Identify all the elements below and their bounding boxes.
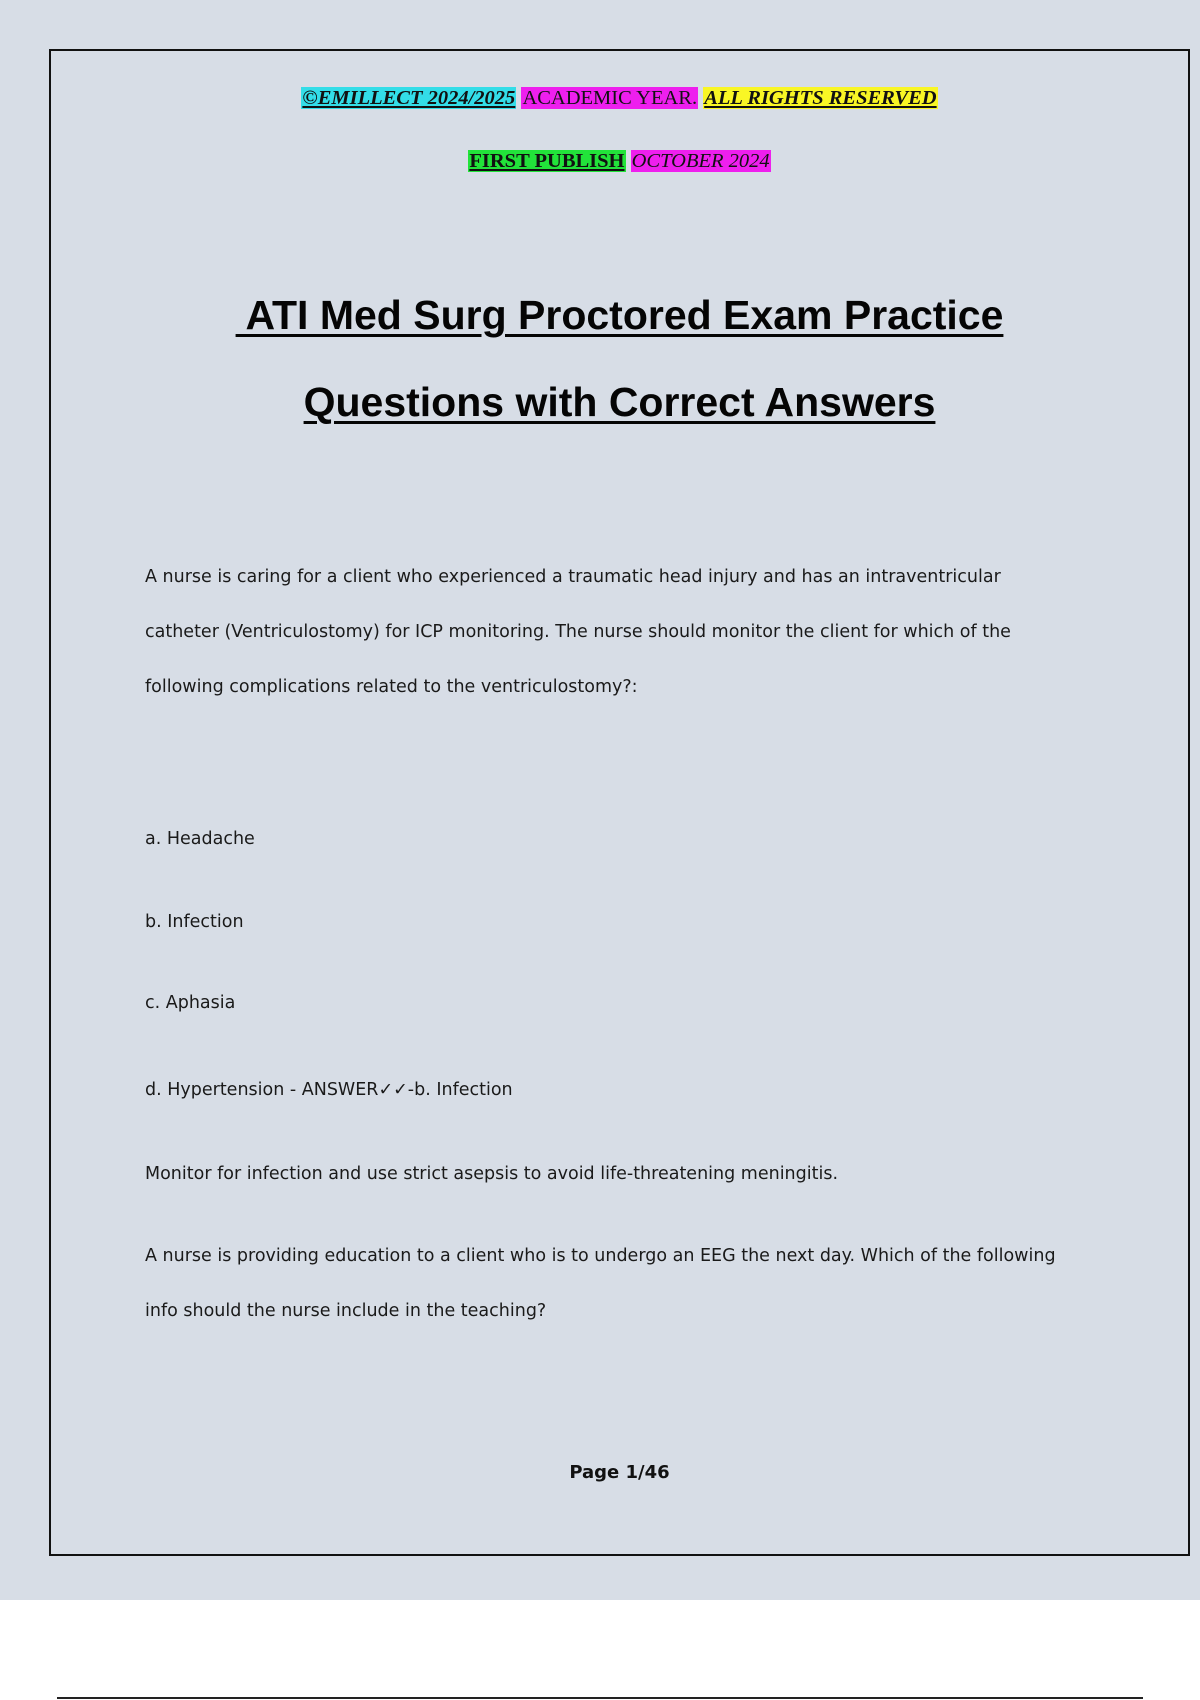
question-1-rationale: Monitor for infection and use strict asepsis to avoid life-threatening meningitis.: [145, 1164, 839, 1184]
publish-header: [49, 148, 1190, 174]
copyright-header: [49, 85, 1190, 111]
question-2-stem: A nurse is providing education to a client who is to undergo an EEG the next day. Which of the following info should the nurse include in the teaching?: [145, 1246, 1056, 1321]
next-page-top-rule: [57, 1697, 1143, 1699]
first-publish-label: FIRST PUBLISH: [469, 150, 625, 172]
page-number: Page 1/46: [569, 1462, 670, 1483]
question-1-stem: A nurse is caring for a client who experienced a traumatic head injury and has an intraventricular catheter (Ventriculostomy) for ICP monitoring. The nurse should monitor the client for which of the following complications related to the ventriculostomy?:: [145, 567, 1011, 697]
document-title-line-1: ATI Med Surg Proctored Exam Practice: [235, 292, 1004, 338]
academic-year-label: ACADEMIC YEAR.: [522, 87, 698, 109]
question-1-option-c: c. Aphasia: [145, 993, 236, 1013]
copyright-notice: ©EMILLECT 2024/2025: [302, 87, 516, 109]
publish-date: OCTOBER 2024: [631, 150, 770, 172]
question-1-option-d-answer: d. Hypertension - ANSWER✓✓-b. Infection: [145, 1080, 513, 1100]
question-1-option-b: b. Infection: [145, 912, 244, 932]
question-1-option-a: a. Headache: [145, 829, 255, 849]
document-title-line-2: Questions with Correct Answers: [303, 379, 936, 425]
rights-reserved-label: ALL RIGHTS RESERVED: [704, 87, 937, 109]
